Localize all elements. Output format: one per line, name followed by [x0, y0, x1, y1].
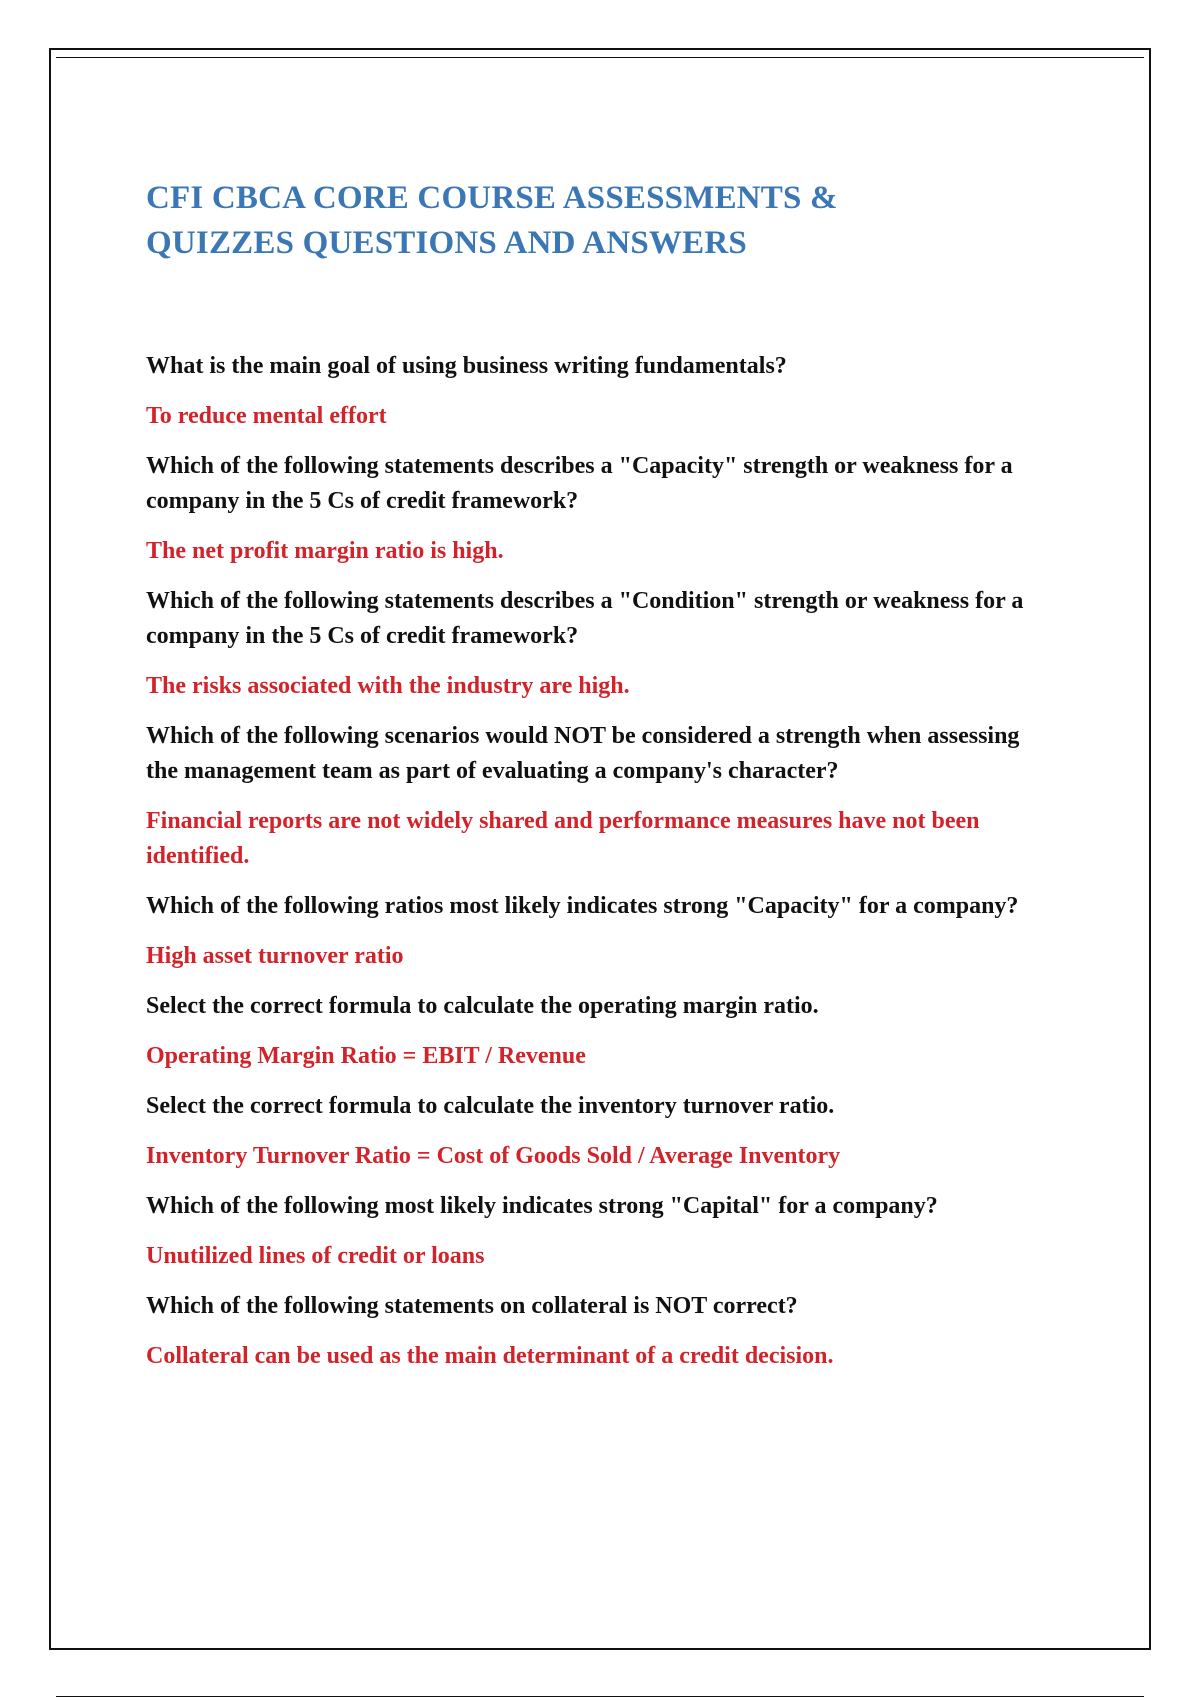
answer-2: The net profit margin ratio is high. [146, 538, 504, 564]
answer-1: To reduce mental effort [146, 403, 387, 429]
question-9: Which of the following statements on collateral is NOT correct? [146, 1293, 798, 1319]
qa-list [146, 349, 1046, 1374]
title-line-1: CFI CBCA CORE COURSE ASSESSMENTS & [146, 180, 838, 216]
question-8: Which of the following most likely indicates strong "Capital" for a company? [146, 1193, 938, 1219]
question-7: Select the correct formula to calculate the inventory turnover ratio. [146, 1093, 835, 1119]
bottom-divider [56, 1696, 1144, 1697]
question-2: Which of the following statements describes a "Capacity" strength or weakness for a company in the 5 Cs of credit framework? [146, 453, 1013, 514]
answer-8: Unutilized lines of credit or loans [146, 1243, 485, 1269]
top-divider [56, 57, 1144, 58]
answer-7: Inventory Turnover Ratio = Cost of Goods Sold / Average Inventory [146, 1143, 841, 1169]
title-line-2: QUIZZES QUESTIONS AND ANSWERS [146, 225, 747, 261]
answer-9: Collateral can be used as the main determinant of a credit decision. [146, 1343, 834, 1369]
question-6: Select the correct formula to calculate the operating margin ratio. [146, 993, 819, 1019]
question-5: Which of the following ratios most likely indicates strong "Capacity" for a company? [146, 893, 1019, 919]
document-body [146, 176, 1046, 1389]
answer-6: Operating Margin Ratio = EBIT / Revenue [146, 1043, 586, 1069]
question-3: Which of the following statements describes a "Condition" strength or weakness for a company in the 5 Cs of credit framework? [146, 588, 1024, 649]
question-1: What is the main goal of using business writing fundamentals? [146, 353, 787, 379]
answer-5: High asset turnover ratio [146, 943, 404, 969]
answer-4: Financial reports are not widely shared and performance measures have not been identified. [146, 808, 980, 869]
answer-3: The risks associated with the industry are high. [146, 673, 630, 699]
question-4: Which of the following scenarios would NOT be considered a strength when assessing the management team as part of evaluating a company's character? [146, 723, 1020, 784]
document-title [146, 176, 1046, 266]
